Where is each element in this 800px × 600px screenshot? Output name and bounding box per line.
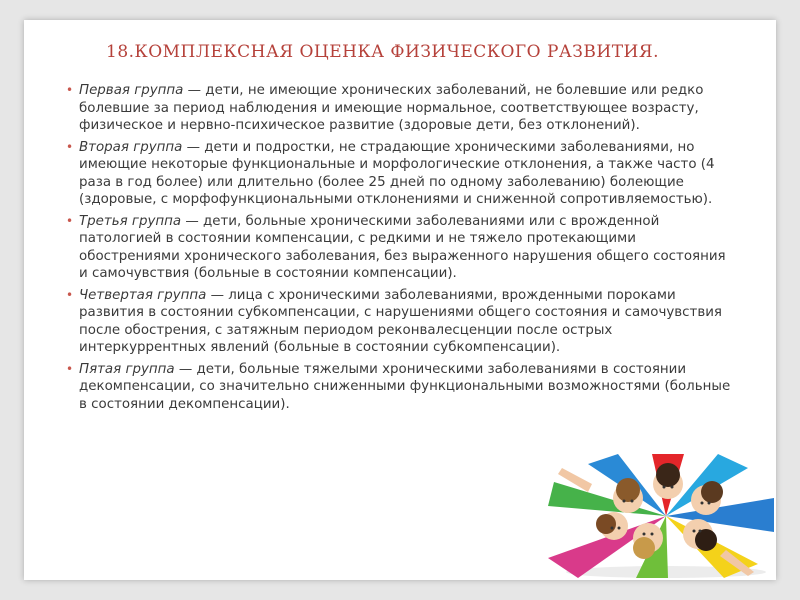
bullet-icon: • xyxy=(66,139,74,154)
group-description: — дети, не имеющие хронических заболеваний, не болевшие или редко болевшие за период наблюдения и имеющие нормальное, соответствующее возрасту, физическое и нервно-психическое развитие (здоровые дети, без отклонений). xyxy=(79,83,704,133)
group-term: Вторая группа xyxy=(79,139,183,155)
children-circle-photo-icon xyxy=(548,454,774,578)
group-term: Первая группа xyxy=(79,83,184,98)
group-list xyxy=(66,82,732,417)
group-term: Третья группа xyxy=(79,213,182,229)
list-item xyxy=(66,213,732,283)
slide xyxy=(24,20,776,580)
group-description: — дети, больные тяжелыми хроническими заболеваниями в состоянии декомпенсации, со значительно сниженными функциональными возможностями (больные в состоянии декомпенсации). xyxy=(79,361,731,412)
list-item xyxy=(66,361,732,414)
group-description: — дети и подростки, не страдающие хроническими заболеваниями, но имеющие некоторые функциональные и морфологические отклонения, а также часто (4 раза в год более) или длительно (более 25 дней по одному заболеванию) болеющие (здоровые, с морфофункциональными отклонениями и сниженной сопротивляемостью). xyxy=(79,139,715,207)
list-item xyxy=(66,287,732,357)
list-item xyxy=(66,139,732,209)
bullet-icon: • xyxy=(66,83,74,97)
group-description: — лица с хроническими заболеваниями, врожденными пороками развития в состоянии субкомпенсации, с нарушениями общего состояния и самочувствия после обострения, с затяжным периодом реконвалесценции после острых интеркуррентных явлений (больные в состоянии субкомпенсации). xyxy=(79,287,722,355)
group-term: Пятая группа xyxy=(79,361,175,377)
bullet-icon: • xyxy=(66,287,74,302)
bullet-icon: • xyxy=(66,213,74,228)
slide-title: 18.КОМПЛЕКСНАЯ ОЦЕНКА ФИЗИЧЕСКОГО РАЗВИТИЯ. xyxy=(106,42,660,62)
group-description: — дети, больные хроническими заболеваниями или с врожденной патологией в состоянии компенсации, с редкими и не тяжело протекающими обострениями хронического заболевания, без выраженного нарушения общего состояния и самочувствия (больные в состоянии компенсации). xyxy=(79,213,726,281)
group-term: Четвертая группа xyxy=(79,287,207,303)
bullet-icon: • xyxy=(66,361,74,376)
list-item xyxy=(66,82,732,135)
